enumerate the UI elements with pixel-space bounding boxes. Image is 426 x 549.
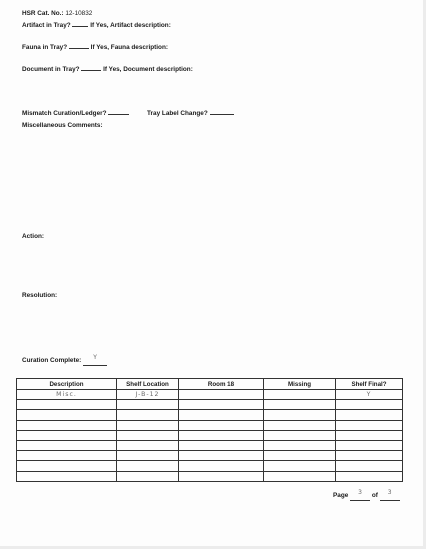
table-cell[interactable] (179, 420, 264, 430)
table-cell[interactable] (117, 400, 179, 410)
table-cell[interactable] (17, 430, 117, 440)
column-header-description: Description (17, 379, 117, 390)
table-cell[interactable] (179, 400, 264, 410)
fauna-in-tray-blank[interactable] (69, 42, 89, 49)
table-cell[interactable] (179, 440, 264, 450)
resolution-label: Resolution: (22, 292, 58, 299)
table-row (17, 410, 403, 420)
artifact-row (22, 20, 171, 29)
table-cell[interactable] (264, 461, 336, 471)
table-cell[interactable] (179, 471, 264, 481)
document-description-label: If Yes, Document description: (103, 66, 193, 73)
table-row (17, 390, 403, 400)
tray-label-change-label: Tray Label Change? (147, 110, 208, 117)
tray-label-change-row (147, 108, 234, 117)
table-cell[interactable] (17, 471, 117, 481)
table-cell[interactable] (117, 430, 179, 440)
mismatch-blank[interactable] (108, 108, 129, 115)
table-cell[interactable] (336, 461, 403, 471)
table-cell[interactable] (179, 461, 264, 471)
document-in-tray-blank[interactable] (81, 64, 101, 71)
table-cell[interactable] (17, 451, 117, 461)
mismatch-label: Mismatch Curation/Ledger? (22, 110, 107, 117)
catalog-number-label: HSR Cat. No.: (22, 10, 64, 17)
table-cell[interactable] (336, 440, 403, 450)
table-cell[interactable]: Y (336, 390, 403, 400)
table-cell[interactable]: Misc. (17, 390, 117, 400)
table-cell[interactable]: J-B-12 (117, 390, 179, 400)
page-label: Page (333, 492, 349, 499)
table-cell[interactable] (17, 400, 117, 410)
table-cell[interactable] (17, 410, 117, 420)
catalog-number (22, 10, 92, 17)
mismatch-row (22, 108, 129, 117)
artifact-description-label: If Yes, Artifact description: (90, 22, 171, 29)
table-cell[interactable] (336, 471, 403, 481)
table-cell[interactable] (264, 400, 336, 410)
table-cell[interactable] (336, 451, 403, 461)
column-header-room-18: Room 18 (179, 379, 264, 390)
document-row (22, 64, 193, 73)
tray-label-change-blank[interactable] (210, 108, 234, 115)
table-cell[interactable] (117, 420, 179, 430)
table-header-row (17, 379, 403, 390)
table-cell[interactable] (179, 410, 264, 420)
column-header-missing: Missing (264, 379, 336, 390)
page-total-blank[interactable] (380, 489, 400, 501)
action-label: Action: (22, 233, 45, 240)
table-cell[interactable] (117, 440, 179, 450)
table-cell[interactable] (179, 390, 264, 400)
table-cell[interactable] (17, 461, 117, 471)
table-row (17, 471, 403, 481)
table-cell[interactable] (179, 430, 264, 440)
table-cell[interactable] (264, 410, 336, 420)
table-row (17, 461, 403, 471)
of-label: of (371, 492, 378, 499)
table-cell[interactable] (264, 420, 336, 430)
table-cell[interactable] (117, 461, 179, 471)
page-number-value: 3 (358, 489, 362, 496)
misc-comments-label: Miscellaneous Comments: (22, 122, 103, 129)
table-cell[interactable] (336, 420, 403, 430)
document-in-tray-label: Document in Tray? (22, 66, 80, 73)
table-cell[interactable] (264, 440, 336, 450)
table-cell[interactable] (17, 420, 117, 430)
fauna-description-label: If Yes, Fauna description: (90, 44, 168, 51)
table-cell[interactable] (17, 440, 117, 450)
fauna-row (22, 42, 168, 51)
table-cell[interactable] (336, 400, 403, 410)
table-cell[interactable] (336, 430, 403, 440)
page-counter (333, 489, 400, 501)
table-cell[interactable] (264, 471, 336, 481)
table-row (17, 400, 403, 410)
table-cell[interactable] (179, 451, 264, 461)
curation-complete-handwritten-value: Y (93, 354, 97, 361)
table-cell[interactable] (117, 410, 179, 420)
table-cell[interactable] (117, 471, 179, 481)
page-number-blank[interactable] (350, 489, 370, 501)
curation-complete-label: Curation Complete: (22, 357, 82, 364)
inventory-table (16, 378, 403, 482)
page-total-value: 3 (387, 489, 392, 496)
table-row (17, 420, 403, 430)
table-cell[interactable] (264, 451, 336, 461)
table-cell[interactable] (117, 451, 179, 461)
table-cell[interactable] (264, 390, 336, 400)
table-cell[interactable] (336, 410, 403, 420)
catalog-number-value: 12-10832 (65, 10, 93, 17)
fauna-in-tray-label: Fauna in Tray? (22, 44, 68, 51)
artifact-in-tray-blank[interactable] (72, 20, 88, 27)
column-header-shelf-location: Shelf Location (117, 379, 179, 390)
table-row (17, 430, 403, 440)
table-row (17, 440, 403, 450)
curation-complete-row (22, 354, 107, 366)
table-row (17, 451, 403, 461)
column-header-shelf-final: Shelf Final? (336, 379, 403, 390)
curation-complete-blank[interactable] (83, 354, 107, 366)
table-cell[interactable] (264, 430, 336, 440)
artifact-in-tray-label: Artifact in Tray? (22, 22, 71, 29)
